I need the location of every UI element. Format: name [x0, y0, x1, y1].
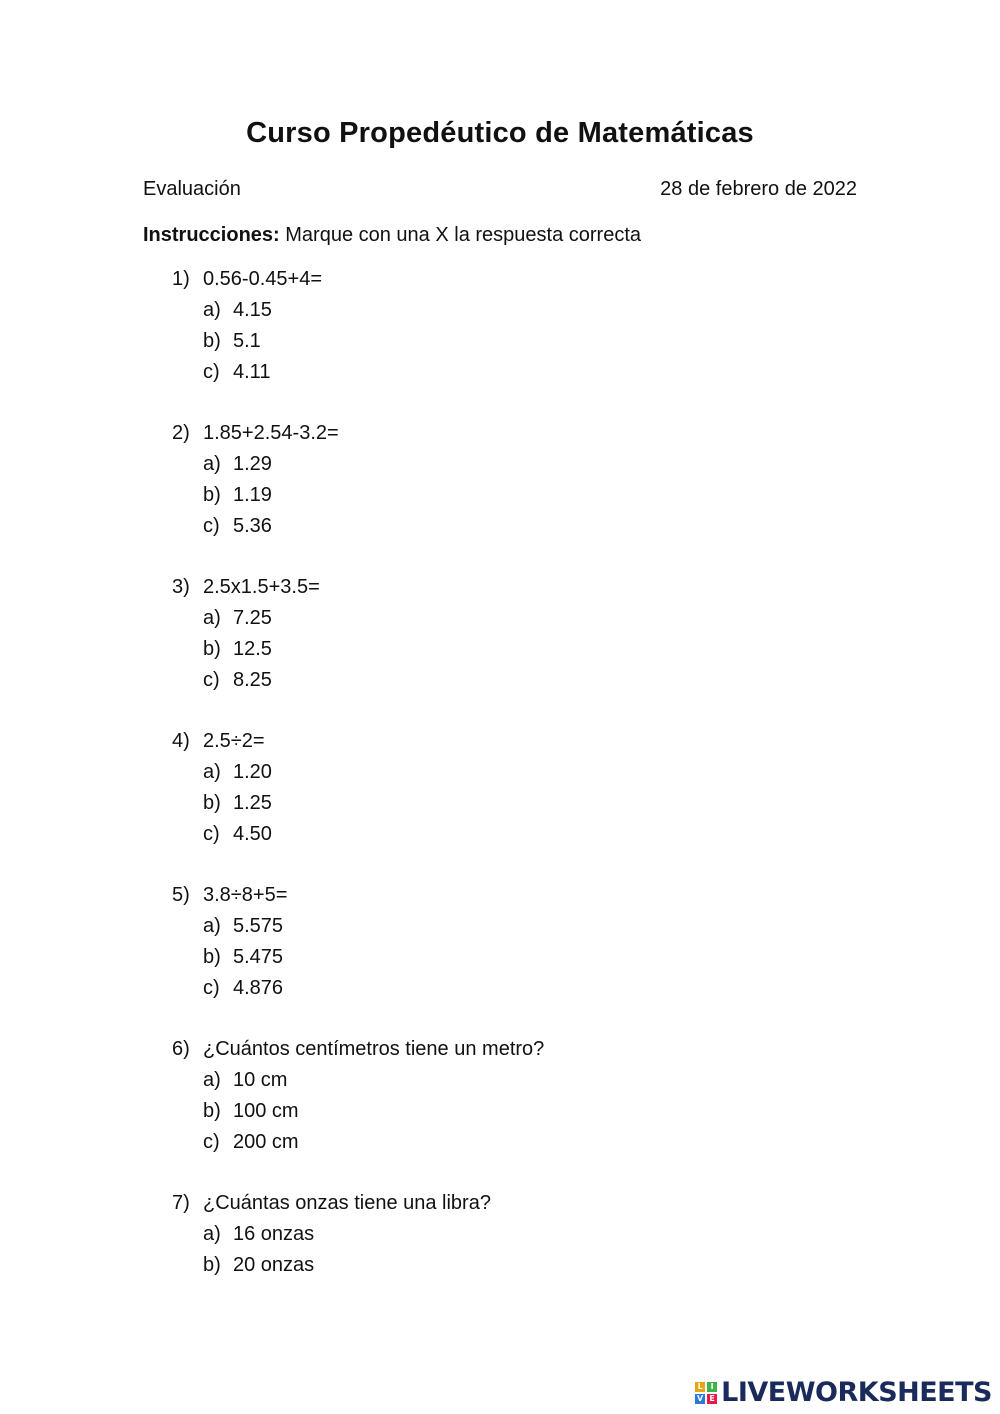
question-list — [172, 264, 872, 1311]
option-text: 4.50 — [233, 823, 272, 845]
option-letter: a) — [203, 1069, 221, 1091]
option-text: 1.20 — [233, 761, 272, 783]
logo-square: E — [707, 1394, 717, 1404]
option-letter: c) — [203, 1131, 220, 1153]
answer-option[interactable] — [172, 326, 872, 357]
question-number: 2) — [172, 422, 190, 444]
option-text: 5.575 — [233, 915, 284, 937]
answer-option[interactable] — [172, 480, 872, 511]
question-number: 3) — [172, 576, 190, 598]
answer-option[interactable] — [172, 1250, 872, 1281]
question-2 — [172, 418, 872, 542]
option-text: 200 cm — [233, 1131, 299, 1153]
question-4 — [172, 726, 872, 850]
answer-option[interactable] — [172, 1219, 872, 1250]
question-1 — [172, 264, 872, 388]
option-text: 7.25 — [233, 607, 272, 629]
option-letter: b) — [203, 946, 221, 968]
answer-option[interactable] — [172, 603, 872, 634]
question-text: 2.5x1.5+3.5= — [203, 576, 320, 598]
answer-option[interactable] — [172, 1096, 872, 1127]
question-number: 7) — [172, 1192, 190, 1214]
option-letter: c) — [203, 669, 220, 691]
option-text: 12.5 — [233, 638, 272, 660]
answer-option[interactable] — [172, 1127, 872, 1158]
answer-option[interactable] — [172, 942, 872, 973]
option-text: 1.19 — [233, 484, 272, 506]
instructions-label: Instrucciones: — [143, 224, 280, 246]
question-text: ¿Cuántas onzas tiene una libra? — [203, 1192, 491, 1214]
option-letter: a) — [203, 299, 221, 321]
option-text: 4.15 — [233, 299, 272, 321]
option-letter: a) — [203, 1223, 221, 1245]
option-letter: a) — [203, 607, 221, 629]
answer-option[interactable] — [172, 634, 872, 665]
question-text: 1.85+2.54-3.2= — [203, 422, 339, 444]
logo-mark-icon — [695, 1382, 717, 1404]
option-letter: b) — [203, 1254, 221, 1276]
option-letter: b) — [203, 792, 221, 814]
question-text-line — [172, 726, 872, 757]
question-5 — [172, 880, 872, 1004]
question-number: 1) — [172, 268, 190, 290]
question-text: 2.5÷2= — [203, 730, 265, 752]
answer-option[interactable] — [172, 973, 872, 1004]
question-3 — [172, 572, 872, 696]
answer-option[interactable] — [172, 819, 872, 850]
answer-option[interactable] — [172, 295, 872, 326]
option-text: 10 cm — [233, 1069, 288, 1091]
option-letter: c) — [203, 823, 220, 845]
option-letter: b) — [203, 638, 221, 660]
option-text: 1.29 — [233, 453, 272, 475]
answer-option[interactable] — [172, 911, 872, 942]
answer-option[interactable] — [172, 788, 872, 819]
option-text: 5.475 — [233, 946, 284, 968]
question-number: 4) — [172, 730, 190, 752]
option-text: 4.11 — [233, 361, 271, 383]
answer-option[interactable] — [172, 665, 872, 696]
question-number: 6) — [172, 1038, 190, 1060]
evaluation-label: Evaluación — [143, 178, 241, 200]
question-number: 5) — [172, 884, 190, 906]
answer-option[interactable] — [172, 357, 872, 388]
option-letter: b) — [203, 484, 221, 506]
page-title: Curso Propedéutico de Matemáticas — [246, 117, 754, 149]
option-text: 16 onzas — [233, 1223, 315, 1245]
option-letter: a) — [203, 453, 221, 475]
question-text: 3.8÷8+5= — [203, 884, 288, 906]
question-text-line — [172, 880, 872, 911]
question-text-line — [172, 1034, 872, 1065]
question-6 — [172, 1034, 872, 1158]
answer-option[interactable] — [172, 1065, 872, 1096]
option-text: 5.1 — [233, 330, 261, 352]
logo-square: L — [695, 1382, 705, 1392]
answer-option[interactable] — [172, 511, 872, 542]
question-text-line — [172, 418, 872, 449]
instructions — [143, 224, 641, 247]
option-text: 1.25 — [233, 792, 272, 814]
question-text: 0.56-0.45+4= — [203, 268, 322, 290]
answer-option[interactable] — [172, 757, 872, 788]
option-text: 100 cm — [233, 1100, 299, 1122]
option-text: 20 onzas — [233, 1254, 315, 1276]
question-text-line — [172, 1188, 872, 1219]
liveworksheets-logo — [695, 1377, 992, 1408]
question-7 — [172, 1188, 872, 1281]
question-text-line — [172, 572, 872, 603]
logo-square: V — [697, 1393, 704, 1403]
option-text: 5.36 — [233, 515, 272, 537]
instructions-text: Marque con una X la respuesta correcta — [279, 224, 642, 246]
date-label: 28 de febrero de 2022 — [660, 178, 857, 200]
logo-square: I — [707, 1382, 717, 1392]
question-text: ¿Cuántos centímetros tiene un metro? — [203, 1038, 545, 1060]
option-letter: c) — [203, 515, 220, 537]
option-letter: a) — [203, 761, 221, 783]
option-letter: b) — [203, 330, 221, 352]
option-letter: c) — [203, 361, 220, 383]
option-text: 8.25 — [233, 669, 272, 691]
option-letter: c) — [203, 977, 220, 999]
answer-option[interactable] — [172, 449, 872, 480]
option-letter: a) — [203, 915, 221, 937]
option-text: 4.876 — [233, 977, 284, 999]
logo-text: LIVEWORKSHEETS — [721, 1377, 992, 1408]
option-letter: b) — [203, 1100, 221, 1122]
question-text-line — [172, 264, 872, 295]
